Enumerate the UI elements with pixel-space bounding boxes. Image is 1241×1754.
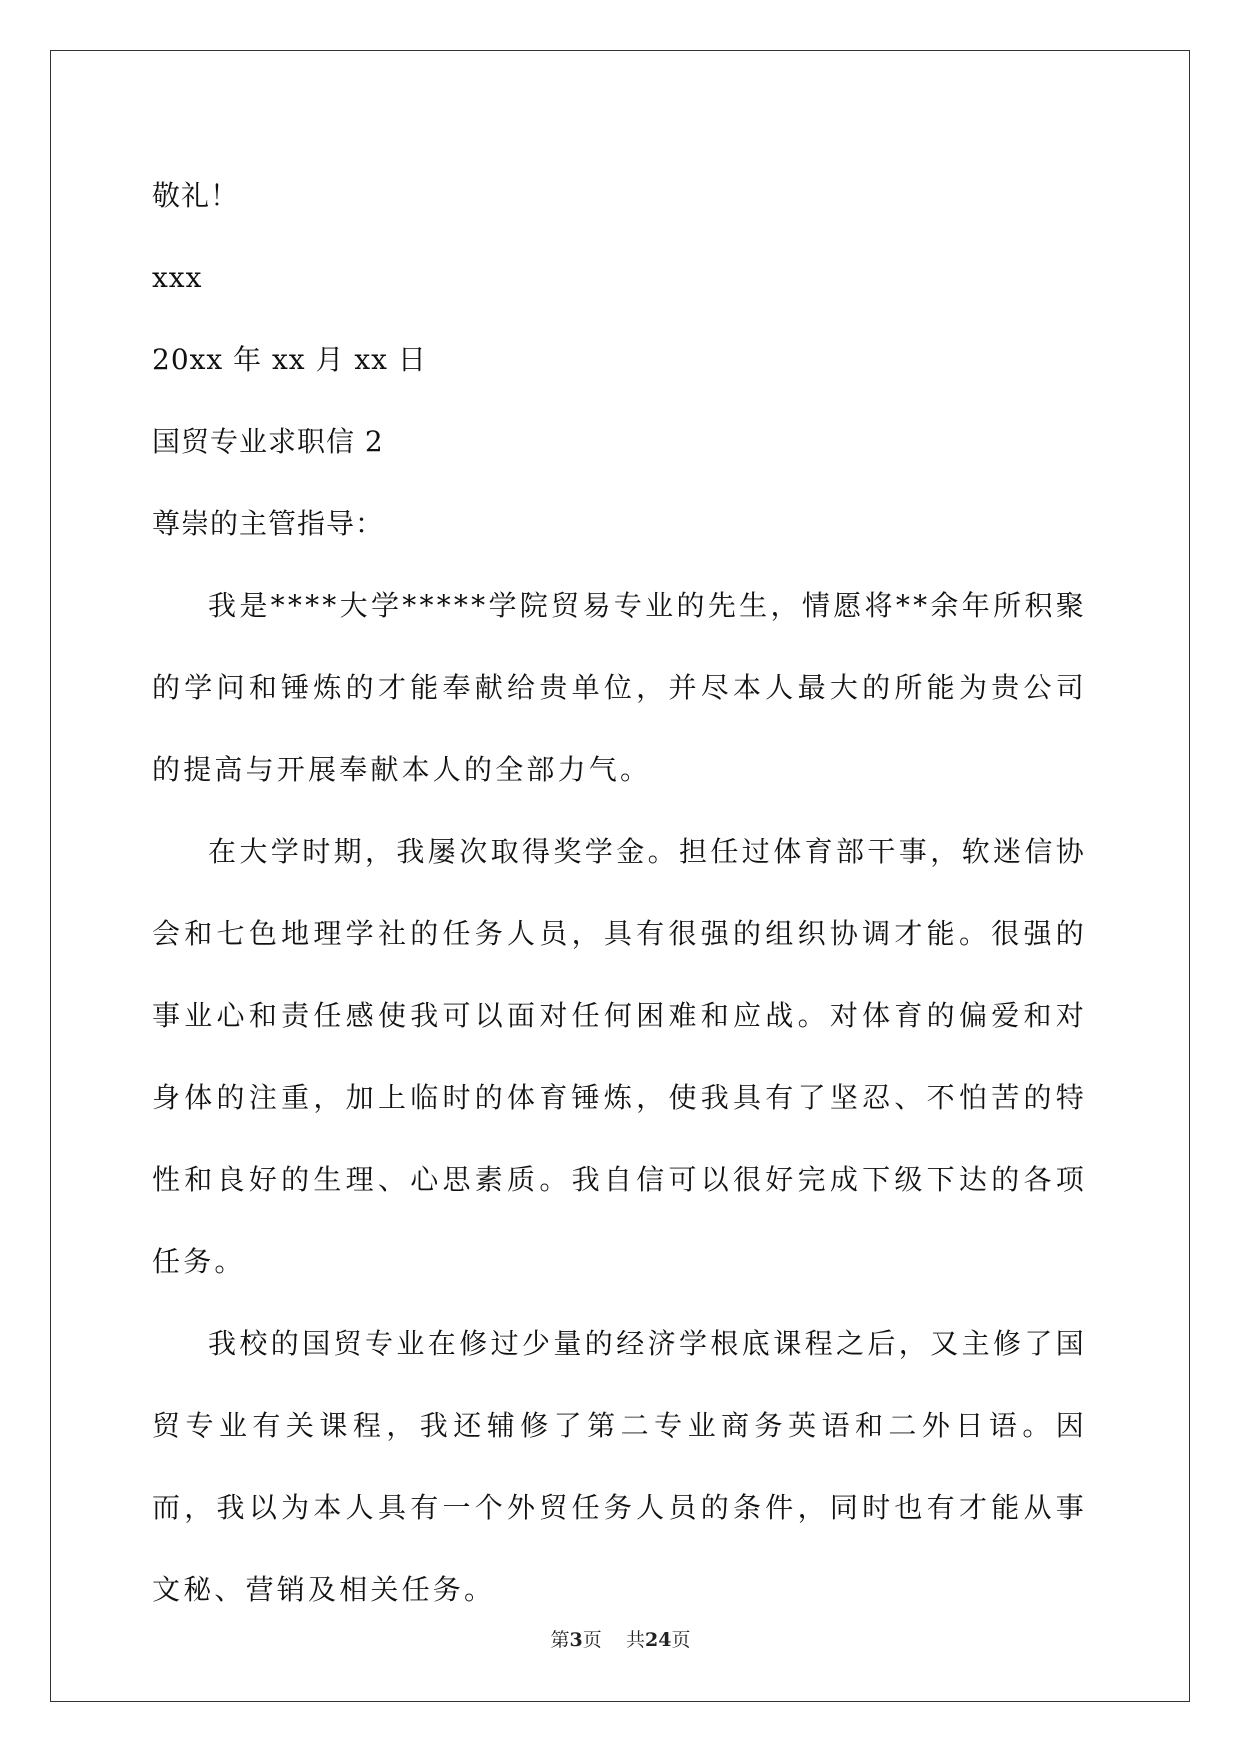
signature-line: xxx <box>152 261 203 294</box>
page-number: 3 <box>569 1629 583 1651</box>
document-body <box>152 155 1087 1631</box>
total-pages: 24 <box>644 1629 672 1651</box>
total-prefix: 共 <box>625 1629 645 1651</box>
page-prefix: 第 <box>550 1629 570 1651</box>
page-footer <box>0 1625 1241 1652</box>
section-title: 国贸专业求职信 2 <box>152 425 384 458</box>
salutation-line: 尊崇的主管指导： <box>152 507 385 540</box>
body-paragraph-1: 我是****大学*****学院贸易专业的先生，情愿将**余年所积聚的学问和锤炼的才能奉献给贵单位，并尽本人最大的所能为贵公司的提高与开展奉献本人的全部力气。 <box>152 589 1087 786</box>
page-suffix: 页 <box>582 1629 602 1651</box>
closing-line: 敬礼！ <box>152 179 240 212</box>
body-paragraph-3: 我校的国贸专业在修过少量的经济学根底课程之后，又主修了国贸专业有关课程，我还辅修了第二专业商务英语和二外日语。因而，我以为本人具有一个外贸任务人员的条件，同时也有才能从事文秘、营销及相关任务。 <box>152 1327 1087 1606</box>
total-suffix: 页 <box>671 1629 691 1651</box>
date-line: 20xx 年 xx 月 xx 日 <box>152 343 427 376</box>
body-paragraph-2: 在大学时期，我屡次取得奖学金。担任过体育部干事，软迷信协会和七色地理学社的任务人员，具有很强的组织协调才能。很强的事业心和责任感使我可以面对任何困难和应战。对体育的偏爱和对身体的注重，加上临时的体育锤炼，使我具有了坚忍、不怕苦的特性和良好的生理、心思素质。我自信可以很好完成下级下达的各项任务。 <box>152 835 1087 1278</box>
